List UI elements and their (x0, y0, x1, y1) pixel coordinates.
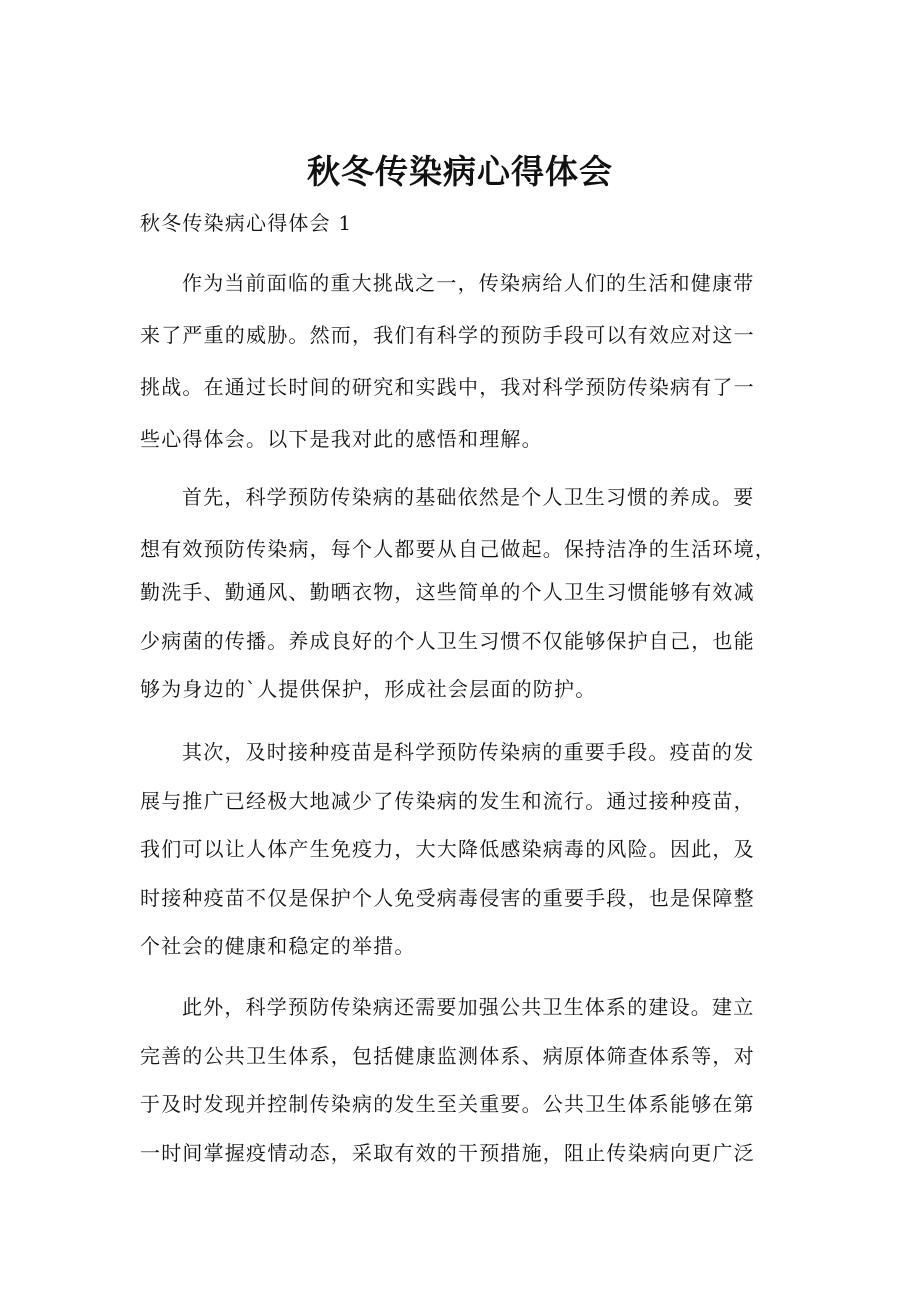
paragraph-2-line-3: 勤洗手、勤通风、勤晒衣物，这些简单的个人卫生习惯能够有效减 (140, 580, 755, 604)
document-subtitle: 秋冬传染病心得体会 1 (140, 211, 353, 235)
paragraph-4-line-3: 于及时发现并控制传染病的发生至关重要。公共卫生体系能够在第 (140, 1092, 755, 1116)
paragraph-2-line-5: 够为身边的`人提供保护，形成社会层面的防护。 (140, 677, 597, 701)
paragraph-1-line-3: 挑战。在通过长时间的研究和实践中，我对科学预防传染病有了一 (140, 375, 755, 399)
paragraph-1-line-4: 些心得体会。以下是我对此的感悟和理解。 (140, 427, 543, 451)
paragraph-4-line-4: 一时间掌握疫情动态，采取有效的干预措施，阻止传染病向更广泛 (140, 1141, 755, 1165)
paragraph-3-line-1: 其次，及时接种疫苗是科学预防传染病的重要手段。疫苗的发 (182, 740, 755, 764)
paragraph-3-line-5: 个社会的健康和稳定的举措。 (140, 934, 416, 958)
paragraph-1-line-1: 作为当前面临的重大挑战之一，传染病给人们的生活和健康带 (182, 271, 755, 295)
paragraph-1-line-2: 来了严重的威胁。然而，我们有科学的预防手段可以有效应对这一 (140, 323, 755, 347)
paragraph-2-line-4: 少病菌的传播。养成良好的个人卫生习惯不仅能够保护自己，也能 (140, 629, 755, 653)
paragraph-2-line-1: 首先，科学预防传染病的基础依然是个人卫生习惯的养成。要 (182, 485, 755, 509)
paragraph-2-line-2: 想有效预防传染病，每个人都要从自己做起。保持洁净的生活环境， (140, 537, 776, 561)
paragraph-4-line-1: 此外，科学预防传染病还需要加强公共卫生体系的建设。建立 (182, 995, 755, 1019)
paragraph-4-line-2: 完善的公共卫生体系，包括健康监测体系、病原体筛查体系等，对 (140, 1044, 755, 1068)
paragraph-3-line-3: 我们可以让人体产生免疫力，大大降低感染病毒的风险。因此，及 (140, 837, 755, 861)
paragraph-3-line-4: 时接种疫苗不仅是保护个人免受病毒侵害的重要手段，也是保障整 (140, 886, 755, 910)
document-title: 秋冬传染病心得体会 (307, 152, 613, 191)
paragraph-3-line-2: 展与推广已经极大地减少了传染病的发生和流行。通过接种疫苗， (140, 789, 755, 813)
